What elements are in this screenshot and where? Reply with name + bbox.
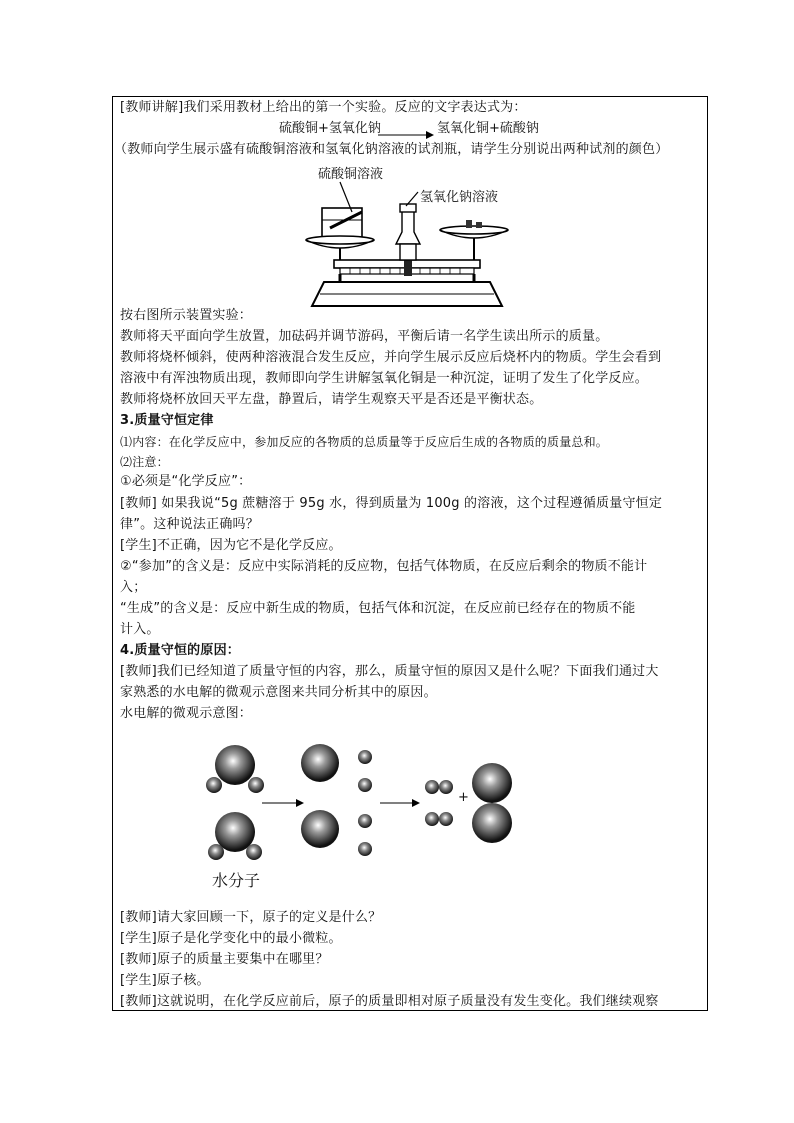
- heading-3: 3.质量守恒定律: [120, 413, 214, 428]
- para3-line-3: 水电解的微观示意图：: [120, 706, 253, 721]
- para2-line-8: 计入。: [120, 622, 160, 637]
- plus-sign: +: [458, 790, 469, 805]
- para3-line-2: 家熟悉的水电解的微观示意图来共同分析其中的原因。: [120, 685, 437, 700]
- para3-line-1: [教师]我们已经知道了质量守恒的内容，那么，质量守恒的原因又是什么呢？下面我们通过大: [120, 664, 659, 679]
- law-note: ⑵注意：: [120, 455, 169, 469]
- heading-4: 4.质量守恒的原因：: [120, 643, 240, 658]
- para2-line-3: 律”。这种说法正确吗？: [120, 517, 259, 532]
- para1-line-3: 教师将烧杯倾斜，使两种溶液混合发生反应，并向学生展示反应后烧杯内的物质。学生会看到: [120, 350, 662, 365]
- label-sodium-hydroxide: 氢氧化钠溶液: [420, 190, 499, 205]
- para2-line-2: [教师] 如果我说“5g 蔗糖溶于 95g 水，得到质量为 100g 的溶液，这个过程遵循质量守恒定: [120, 496, 663, 511]
- para1-line-4: 溶液中有浑浊物质出现，教师即向学生讲解氢氧化铜是一种沉淀，证明了发生了化学反应。: [120, 371, 649, 386]
- equation-products: 氢氧化铜+硫酸钠: [437, 121, 539, 136]
- para4-line-2: [学生]原子是化学变化中的最小微粒。: [120, 931, 342, 946]
- para2-line-1: ①必须是“化学反应”：: [120, 474, 252, 489]
- para4-line-3: [教师]原子的质量主要集中在哪里？: [120, 952, 329, 967]
- para4-line-4: [学生]原子核。: [120, 973, 210, 988]
- para2-line-5: ②“参加”的含义是：反应中实际消耗的反应物，包括气体物质，在反应后剩余的物质不能计: [120, 559, 648, 574]
- water-electrolysis-diagram: [200, 735, 530, 865]
- show-reagents-text: （教师向学生展示盛有硫酸铜溶液和氢氧化钠溶液的试剂瓶，请学生分别说出两种试剂的颜色）: [114, 142, 669, 157]
- para2-line-4: [学生]不正确，因为它不是化学反应。: [120, 538, 342, 553]
- intro-text: [教师讲解]我们采用教材上给出的第一个实验。反应的文字表达式为：: [120, 100, 527, 115]
- para4-line-5: [教师]这就说明，在化学反应前后，原子的质量即相对原子质量没有发生变化。我们继续观察: [120, 994, 659, 1009]
- label-copper-sulfate: 硫酸铜溶液: [318, 167, 384, 182]
- equation-reactants: 硫酸铜+氢氧化钠: [279, 121, 381, 136]
- para2-line-6: 入；: [120, 580, 147, 595]
- water-molecule-label: 水分子: [212, 871, 261, 890]
- para1-line-5: 教师将烧杯放回天平左盘，静置后，请学生观察天平是否还是平衡状态。: [120, 392, 543, 407]
- para4-line-1: [教师]请大家回顾一下，原子的定义是什么？: [120, 910, 382, 925]
- para1-line-1: 按右图所示装置实验：: [120, 308, 253, 323]
- reaction-arrow-icon: [378, 130, 434, 140]
- para2-line-7: “生成”的含义是：反应中新生成的物质，包括气体和沉淀，在反应前已经存在的物质不能: [120, 601, 636, 616]
- para1-line-2: 教师将天平面向学生放置，加砝码并调节游码，平衡后请一名学生读出所示的质量。: [120, 329, 609, 344]
- law-content: ⑴内容：在化学反应中，参加反应的各物质的总质量等于反应后生成的各物质的质量总和。: [120, 435, 609, 449]
- balance-apparatus-image: [300, 178, 515, 314]
